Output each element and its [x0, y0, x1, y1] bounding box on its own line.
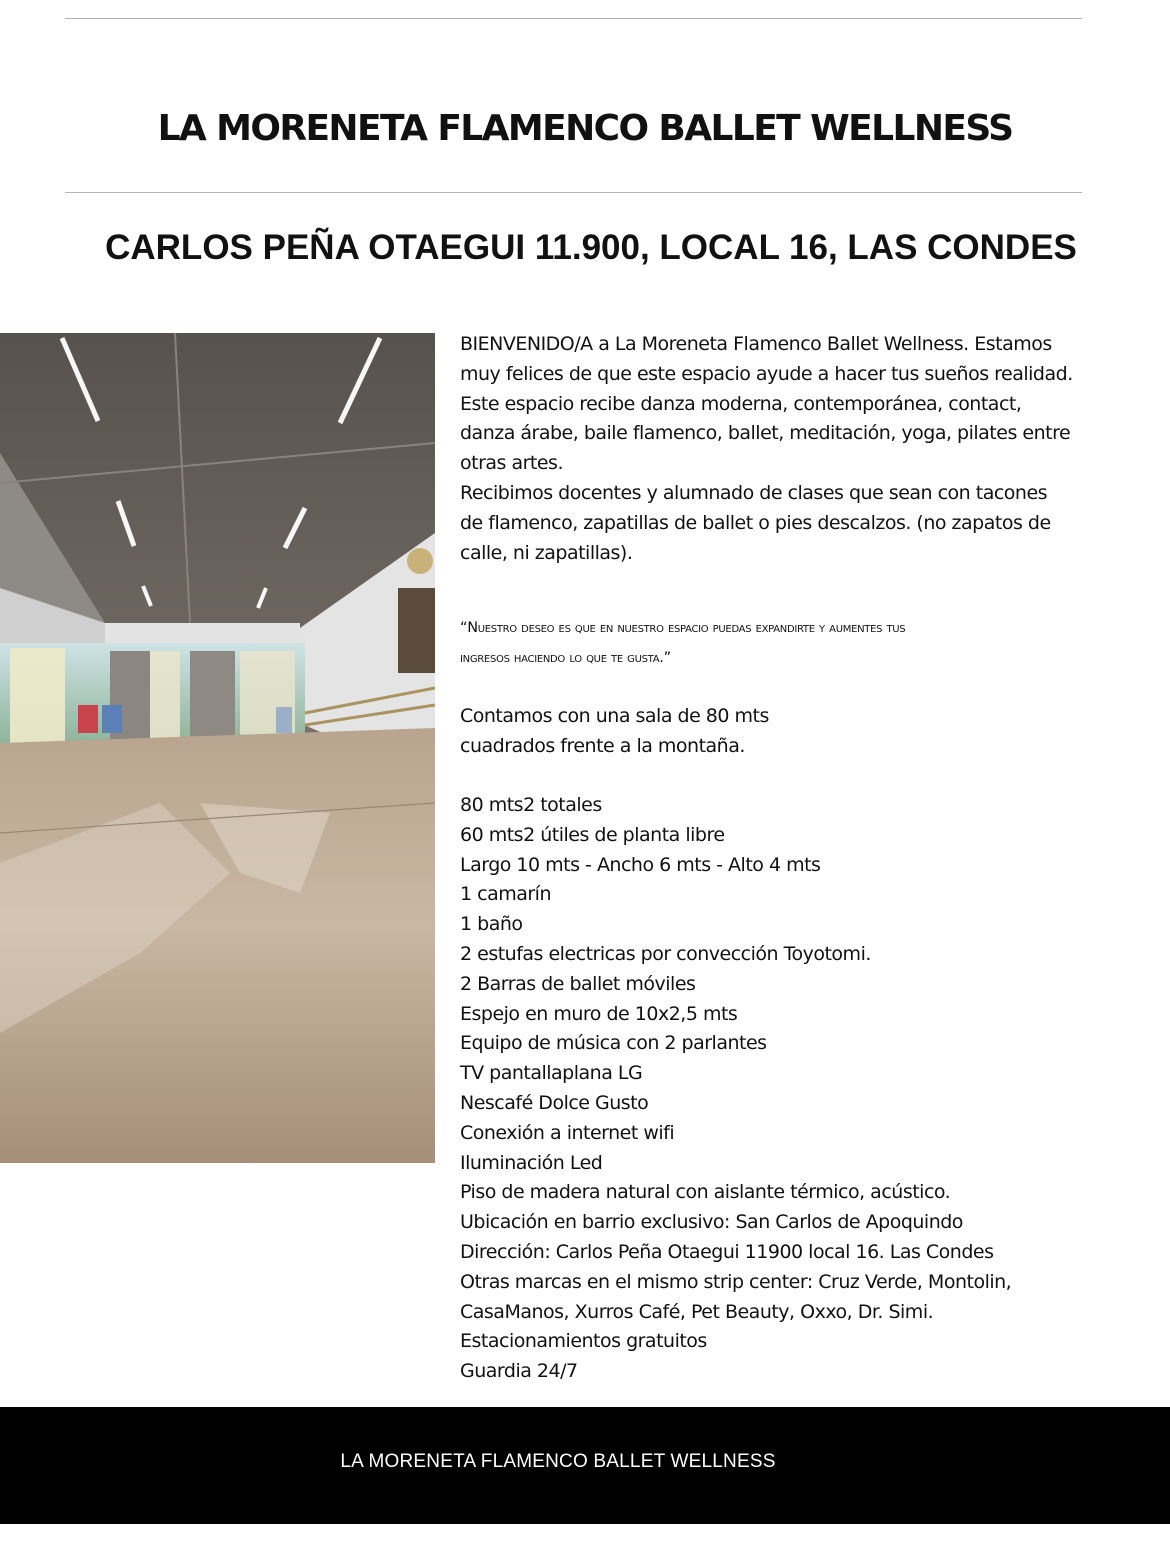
- list-item: Otras marcas en el mismo strip center: Cruz Verde, Montolin,: [460, 1270, 1012, 1293]
- room-line: cuadrados frente a la montaña.: [460, 735, 745, 758]
- intro-line: calle, ni zapatillas).: [460, 541, 633, 564]
- quote-line: ingresos haciendo lo que te gusta.”: [460, 650, 671, 667]
- intro-line: BIENVENIDO/A a La Moreneta Flamenco Ballet Wellness. Estamos: [460, 333, 1052, 355]
- footer: [0, 1407, 1170, 1524]
- top-divider: [65, 18, 1082, 19]
- list-item: Guardia 24/7: [460, 1360, 578, 1383]
- list-item: CasaManos, Xurros Café, Pet Beauty, Oxxo, Dr. Simi.: [460, 1300, 934, 1323]
- list-item: 2 Barras de ballet móviles: [460, 972, 696, 995]
- page-title: LA MORENETA FLAMENCO BALLET WELLNESS: [157, 108, 1013, 149]
- list-item: Ubicación en barrio exclusivo: San Carlos de Apoquindo: [460, 1211, 963, 1234]
- intro-line: otras artes.: [460, 452, 563, 475]
- intro-line: muy felices de que este espacio ayude a hacer tus sueños realidad.: [460, 362, 1073, 385]
- intro-line: de flamenco, zapatillas de ballet o pies descalzos. (no zapatos de: [460, 511, 1051, 534]
- description: [460, 330, 1160, 1387]
- list-item: Estacionamientos gratuitos: [460, 1330, 707, 1353]
- list-item: 60 mts2 útiles de planta libre: [460, 823, 725, 846]
- mission-quote: [460, 613, 1160, 673]
- list-item: 2 estufas electricas por convección Toyotomi.: [460, 942, 871, 965]
- footer-text: LA MORENETA FLAMENCO BALLET WELLNESS: [340, 1451, 776, 1472]
- intro-line: Recibimos docentes y alumnado de clases que sean con tacones: [460, 481, 1048, 504]
- list-item: Conexión a internet wifi: [460, 1121, 675, 1144]
- list-item: Piso de madera natural con aislante térmico, acústico.: [460, 1181, 951, 1204]
- intro-line: Este espacio recibe danza moderna, contemporánea, contact,: [460, 392, 1022, 415]
- address-heading: CARLOS PEÑA OTAEGUI 11.900, LOCAL 16, LAS CONDES: [105, 228, 1077, 267]
- title-divider: [65, 192, 1082, 193]
- list-item: 1 baño: [460, 913, 523, 936]
- quote-line: “Nuestro deseo es que en nuestro espacio puedas expandirte y aumentes tus: [460, 620, 906, 637]
- list-item: Iluminación Led: [460, 1151, 603, 1174]
- list-item: Largo 10 mts - Ancho 6 mts - Alto 4 mts: [460, 853, 821, 876]
- studio-photo: [0, 333, 435, 1163]
- list-item: Nescafé Dolce Gusto: [460, 1091, 649, 1114]
- features-list: [460, 791, 1160, 1387]
- list-item: 80 mts2 totales: [460, 793, 602, 816]
- room-description: [460, 702, 1160, 762]
- list-item: TV pantallaplana LG: [460, 1062, 643, 1085]
- list-item: Dirección: Carlos Peña Otaegui 11900 local 16. Las Condes: [460, 1240, 994, 1263]
- intro-line: danza árabe, baile flamenco, ballet, meditación, yoga, pilates entre: [460, 422, 1071, 445]
- list-item: Espejo en muro de 10x2,5 mts: [460, 1002, 738, 1025]
- room-line: Contamos con una sala de 80 mts: [460, 705, 769, 728]
- list-item: 1 camarín: [460, 883, 552, 906]
- intro-paragraph: [460, 330, 1160, 568]
- list-item: Equipo de música con 2 parlantes: [460, 1032, 767, 1055]
